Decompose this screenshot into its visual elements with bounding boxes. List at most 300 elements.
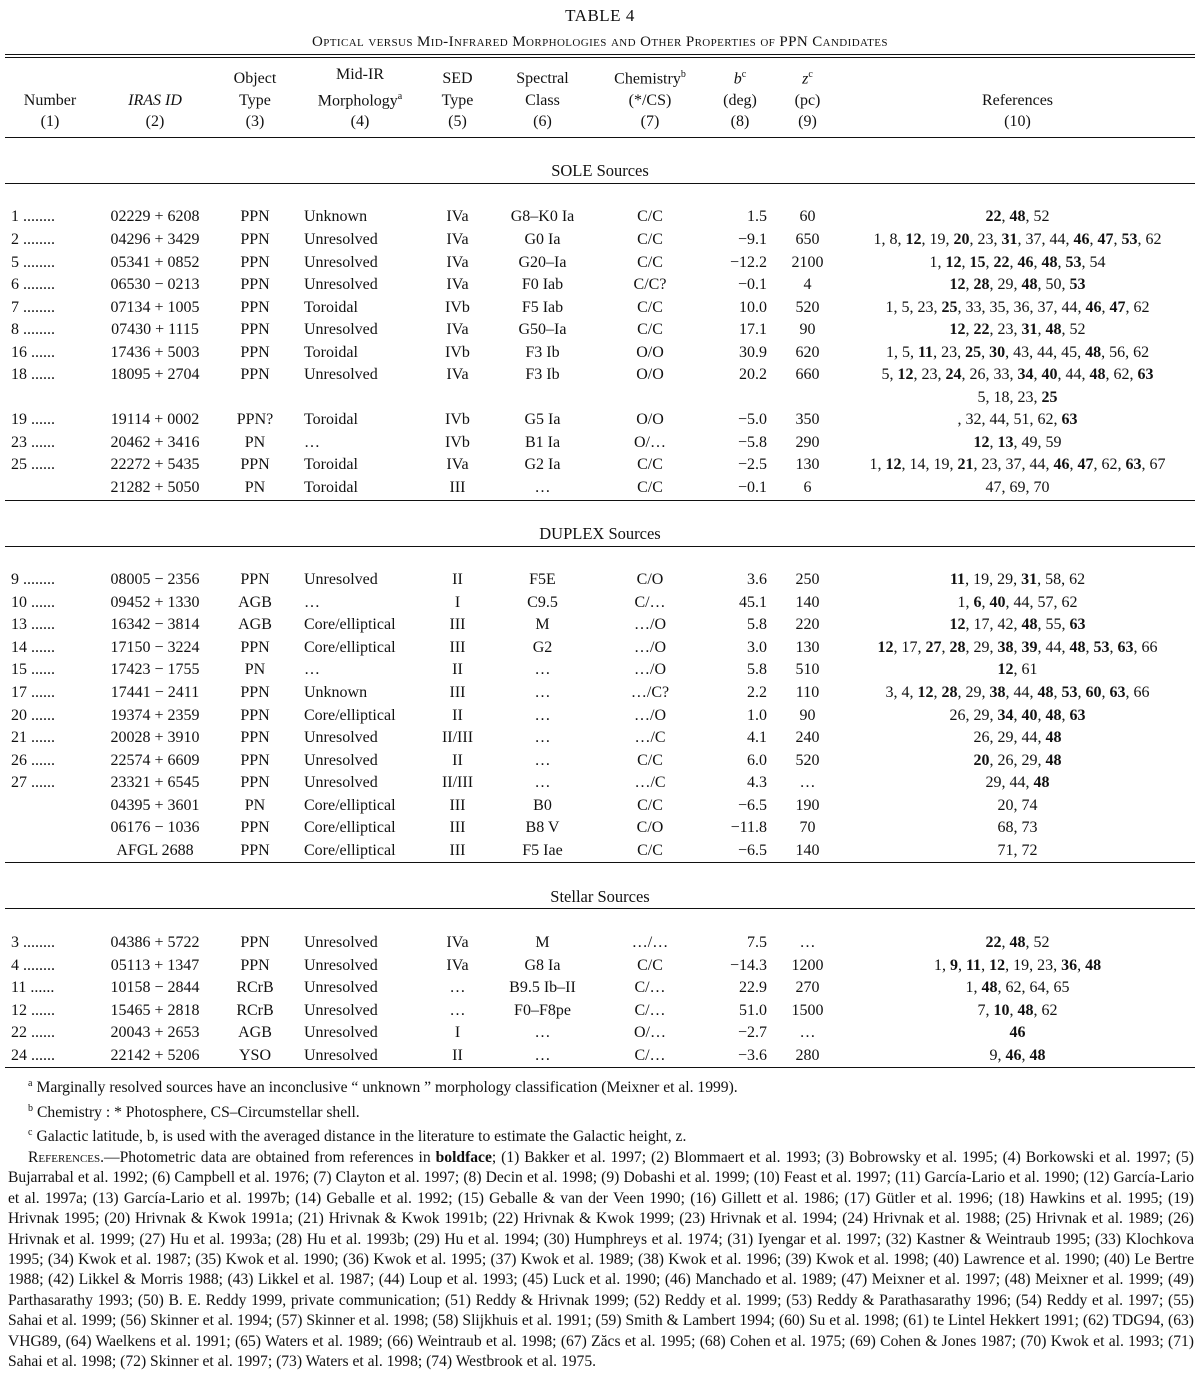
cell-height: 130	[795, 456, 820, 474]
cell-spectral-class: …	[534, 729, 551, 747]
cell-iras-id: 06530 − 0213	[110, 276, 200, 294]
photometric-ref: 38	[997, 638, 1014, 656]
photometric-ref: 46	[1009, 1024, 1026, 1042]
cell-references	[840, 817, 1195, 840]
cell-number: 18 ......	[11, 366, 55, 384]
cell-latitude	[705, 387, 775, 410]
section-rule	[5, 137, 1195, 160]
cell-object-type: PPN	[240, 683, 270, 701]
cell-morphology: Unresolved	[304, 253, 378, 271]
ref-text: , 56, 62	[1101, 343, 1150, 361]
cell-sed-type	[425, 387, 490, 410]
ref-text: ,	[1013, 638, 1022, 656]
ref-text: ,	[1037, 706, 1046, 724]
photometric-ref: 25	[965, 343, 982, 361]
cell-iras-id: 16342 − 3814	[110, 616, 200, 634]
ref-text: , 32, 44, 51, 62,	[957, 411, 1062, 429]
ref-text: 5,	[881, 366, 898, 384]
cell-chemistry: C/…	[634, 593, 666, 611]
table-row	[5, 955, 1195, 978]
ref-text: 5, 18, 23,	[977, 388, 1042, 406]
cell-chemistry: C/C	[637, 751, 663, 769]
table-row	[5, 206, 1195, 229]
ref-text: , 19,	[921, 231, 954, 249]
ref-text: , 55,	[1037, 616, 1070, 634]
photometric-ref: 53	[1069, 276, 1086, 294]
table-row	[5, 252, 1195, 275]
photometric-ref: 63	[1109, 683, 1126, 701]
cell-height: 140	[795, 593, 820, 611]
cell-iras-id: 19374 + 2359	[110, 706, 200, 724]
cell-iras-id: 04296 + 3429	[110, 231, 200, 249]
cell-sed-type: III	[449, 616, 466, 634]
cell-latitude: −0.1	[737, 276, 767, 294]
cell-chemistry: O/…	[634, 433, 666, 451]
cell-chemistry: C/…	[634, 1001, 666, 1019]
col-header-chemistry: Chemistry$^b$ (*/CS) (7)	[614, 69, 686, 131]
cell-spectral-class: G50–Ia	[518, 321, 567, 339]
cell-references	[840, 1045, 1195, 1068]
cell-sed-type: I	[454, 1024, 461, 1042]
photometric-ref: 24	[945, 366, 962, 384]
cell-chemistry: O/O	[636, 366, 664, 384]
cell-references	[840, 387, 1195, 410]
cell-latitude: 20.2	[739, 366, 767, 384]
photometric-ref: 46	[1053, 456, 1070, 474]
ref-text: , 62,	[1105, 366, 1138, 384]
photometric-ref: 38	[989, 683, 1006, 701]
photometric-ref: 63	[1117, 638, 1134, 656]
cell-spectral-class: …	[534, 774, 551, 792]
table-row	[5, 682, 1195, 705]
cell-references	[840, 229, 1195, 252]
cell-latitude: 30.9	[739, 343, 767, 361]
cell-number: 23 ......	[11, 433, 55, 451]
photometric-ref: 47	[1109, 298, 1126, 316]
table-row	[5, 569, 1195, 592]
photometric-ref: 31	[1001, 231, 1018, 249]
ref-text: 1,	[869, 456, 886, 474]
cell-morphology: Toroidal	[304, 298, 358, 316]
cell-chemistry	[595, 387, 705, 410]
cell-chemistry: C/C	[637, 796, 663, 814]
photometric-ref: 9	[949, 956, 958, 974]
cell-sed-type: IVa	[446, 231, 469, 249]
cell-sed-type: II	[452, 661, 463, 679]
cell-height: 110	[795, 683, 820, 701]
section-header	[5, 160, 1195, 183]
ref-text: 68, 73	[997, 819, 1038, 837]
cell-chemistry: C/…	[634, 979, 666, 997]
ref-text: ,	[981, 343, 990, 361]
cell-references	[840, 977, 1195, 1000]
ref-text: ,	[1085, 638, 1094, 656]
photometric-ref: 48	[1029, 1046, 1046, 1064]
footnote-b: $^b$ Chemistry : * Photosphere, CS–Circumstellar shell.	[28, 1102, 360, 1122]
section-title: SOLE Sources	[551, 161, 649, 181]
col-header-spectral-class: Spectral Class (6)	[516, 70, 569, 131]
ref-text: , 66	[1125, 683, 1150, 701]
ref-text: ,	[1077, 683, 1086, 701]
cell-number: 20 ......	[11, 706, 55, 724]
cell-spectral-class: G2 Ia	[524, 456, 561, 474]
cell-references	[840, 274, 1195, 297]
cell-object-type: PN	[244, 433, 266, 451]
cell-iras-id: 20043 + 2653	[110, 1024, 200, 1042]
cell-object-type: PPN	[240, 456, 270, 474]
photometric-ref: 48	[1045, 321, 1062, 339]
cell-latitude: 10.0	[739, 298, 767, 316]
ref-text: ,	[1069, 456, 1078, 474]
cell-object-type: PPN	[240, 819, 270, 837]
col-header-height: $z^c$ (pc) (9)	[794, 69, 821, 131]
cell-latitude: −14.3	[729, 956, 767, 974]
cell-chemistry: C/…	[634, 1046, 666, 1064]
cell-morphology: …	[304, 433, 320, 451]
photometric-ref: 15	[969, 253, 986, 271]
cell-latitude: 51.0	[739, 1001, 767, 1019]
photometric-ref: 46	[1005, 1046, 1022, 1064]
ref-text: ,	[1001, 933, 1010, 951]
cell-height: 60	[799, 208, 816, 226]
cell-morphology: Unknown	[304, 208, 368, 226]
cell-number: 24 ......	[11, 1046, 55, 1064]
photometric-ref: 34	[1017, 366, 1034, 384]
cell-number: 11 ......	[11, 979, 55, 997]
ref-text: , 14, 19,	[901, 456, 958, 474]
table-row	[5, 364, 1195, 387]
ref-text: , 44,	[1005, 683, 1038, 701]
cell-iras-id: 19114 + 0002	[110, 411, 200, 429]
ref-text: , 67	[1141, 456, 1166, 474]
photometric-ref: 48	[1069, 638, 1086, 656]
photometric-ref: 63	[1069, 706, 1086, 724]
cell-sed-type: IVb	[445, 433, 470, 451]
cell-spectral-class	[490, 387, 595, 410]
ref-text: , 23,	[989, 321, 1022, 339]
cell-spectral-class: G5 Ia	[524, 411, 561, 429]
cell-spectral-class: …	[534, 683, 551, 701]
cell-height: 1200	[791, 956, 824, 974]
cell-object-type: PPN	[240, 366, 270, 384]
cell-object-type: AGB	[238, 616, 272, 634]
table-row	[5, 1022, 1195, 1045]
cell-latitude: 5.8	[747, 616, 767, 634]
photometric-ref: 48	[1045, 751, 1062, 769]
table-row	[5, 637, 1195, 660]
table-caption: Optical versus Mid-Infrared Morphologies and Other Properties of PPN Candidates	[312, 34, 888, 50]
cell-sed-type: II/III	[441, 729, 474, 747]
ref-text: 29, 44,	[985, 774, 1034, 792]
ref-text: ,	[957, 956, 966, 974]
cell-latitude: −9.1	[737, 231, 767, 249]
cell-number: 9 ........	[11, 571, 55, 589]
section-rule	[5, 909, 1195, 932]
cell-number: 5 ........	[11, 253, 55, 271]
cell-latitude: 6.0	[747, 751, 767, 769]
photometric-ref: 40	[1041, 366, 1058, 384]
ref-text: 1,	[929, 253, 946, 271]
cell-number: 16 ......	[11, 343, 55, 361]
cell-morphology: Unresolved	[304, 751, 378, 769]
cell-references	[840, 637, 1195, 660]
cell-sed-type: I	[454, 593, 461, 611]
cell-morphology: Unresolved	[304, 956, 378, 974]
cell-references	[840, 795, 1195, 818]
photometric-ref: 12	[905, 231, 922, 249]
photometric-ref: 53	[1121, 231, 1138, 249]
cell-iras-id: 15465 + 2818	[110, 1001, 200, 1019]
photometric-ref: 22	[993, 253, 1010, 271]
cell-latitude: 17.1	[739, 321, 767, 339]
photometric-ref: 48	[1017, 1001, 1034, 1019]
cell-chemistry: C/C	[637, 456, 663, 474]
cell-references	[840, 705, 1195, 728]
photometric-ref: 48	[1085, 343, 1102, 361]
photometric-ref: 25	[1041, 388, 1058, 406]
col-header-morphology: Mid-IR Morphology$^a$ (4)	[317, 66, 403, 131]
cell-references	[840, 592, 1195, 615]
ref-text: , 54	[1081, 253, 1106, 271]
cell-number: 10 ......	[11, 593, 55, 611]
table-row	[5, 932, 1195, 955]
photometric-ref: 11	[917, 343, 934, 361]
cell-iras-id: 02229 + 6208	[110, 208, 200, 226]
table-row	[5, 409, 1195, 432]
section-title: Stellar Sources	[550, 886, 650, 906]
ref-text: ,	[1009, 253, 1018, 271]
ref-text: , 62,	[1093, 456, 1126, 474]
cell-spectral-class: M	[535, 933, 550, 951]
ref-text: , 44,	[1037, 638, 1070, 656]
cell-sed-type: IVa	[446, 208, 469, 226]
ref-text: ,	[985, 253, 994, 271]
cell-spectral-class: G0 Ia	[524, 231, 561, 249]
ref-text: ,	[1009, 1001, 1018, 1019]
ref-text: ,	[941, 638, 950, 656]
photometric-ref: 12	[949, 276, 966, 294]
cell-iras-id: 05113 + 1347	[110, 956, 200, 974]
cell-morphology: Unresolved	[304, 276, 378, 294]
cell-object-type: PPN	[240, 298, 270, 316]
col-header-object-type: Object Type (3)	[233, 70, 277, 131]
table-row	[5, 1000, 1195, 1023]
cell-references	[840, 1000, 1195, 1023]
ref-text: , 61	[1013, 661, 1038, 679]
cell-sed-type: II	[452, 571, 463, 589]
cell-object-type: PPN	[240, 208, 270, 226]
cell-morphology: Unresolved	[304, 321, 378, 339]
cell-number	[5, 817, 95, 840]
cell-spectral-class: F3 Ib	[525, 343, 560, 361]
col-header-number: Number (1)	[23, 91, 77, 131]
ref-text: ,	[933, 683, 942, 701]
cell-iras-id: 22574 + 6609	[110, 751, 200, 769]
cell-latitude: 4.1	[747, 729, 767, 747]
photometric-ref: 25	[941, 298, 958, 316]
cell-sed-type: II	[452, 751, 463, 769]
cell-height: 2100	[791, 253, 824, 271]
ref-text: ,	[1061, 706, 1070, 724]
cell-number: 3 ........	[11, 933, 55, 951]
cell-height	[775, 387, 840, 410]
cell-latitude: 4.3	[747, 774, 767, 792]
cell-number: 12 ......	[11, 1001, 55, 1019]
cell-morphology	[295, 387, 425, 410]
cell-sed-type: III	[449, 796, 466, 814]
cell-height: 90	[799, 321, 816, 339]
col-header-references: References (10)	[981, 91, 1054, 131]
cell-height: 650	[795, 231, 820, 249]
photometric-ref: 22	[985, 208, 1002, 226]
cell-morphology: Core/elliptical	[304, 706, 396, 724]
cell-spectral-class: B0	[533, 796, 552, 814]
cell-iras-id: 07430 + 1115	[111, 321, 199, 339]
ref-text: ,	[1057, 253, 1066, 271]
cell-object-type: PPN	[240, 774, 270, 792]
cell-spectral-class: G20–Ia	[518, 253, 567, 271]
cell-iras-id: 08005 − 2356	[110, 571, 200, 589]
cell-number: 7 ........	[11, 298, 55, 316]
photometric-ref: 12	[973, 433, 990, 451]
photometric-ref: 12	[917, 683, 934, 701]
photometric-ref: 48	[1041, 253, 1058, 271]
cell-object-type: PPN	[240, 751, 270, 769]
ref-text: ,	[965, 321, 974, 339]
cell-iras-id: 04395 + 3601	[110, 796, 200, 814]
ref-text: , 62	[1137, 231, 1162, 249]
cell-height: 290	[795, 433, 820, 451]
cell-references	[840, 252, 1195, 275]
cell-sed-type: III	[449, 819, 466, 837]
cell-spectral-class: F5 Iae	[522, 841, 563, 859]
photometric-ref: 30	[989, 343, 1006, 361]
cell-references	[840, 840, 1195, 863]
photometric-ref: 40	[989, 593, 1006, 611]
cell-latitude: 2.2	[747, 683, 767, 701]
cell-references	[840, 364, 1195, 387]
cell-height: 510	[795, 661, 820, 679]
photometric-ref: 48	[981, 979, 998, 997]
table-row	[5, 705, 1195, 728]
cell-height: 1500	[791, 1001, 824, 1019]
cell-object-type: PPN	[240, 933, 270, 951]
cell-number: 22 ......	[11, 1024, 55, 1042]
ref-text: , 62	[1125, 298, 1150, 316]
photometric-ref: 12	[945, 253, 962, 271]
cell-chemistry: C/C	[637, 841, 663, 859]
cell-iras-id: 18095 + 2704	[110, 366, 200, 384]
ref-text: 1, 8,	[873, 231, 906, 249]
ref-text: , 52	[1025, 208, 1050, 226]
cell-chemistry: C/C	[637, 321, 663, 339]
cell-height: 660	[795, 366, 820, 384]
cell-number: 14 ......	[11, 638, 55, 656]
cell-sed-type: III	[449, 841, 466, 859]
table-header-row	[5, 58, 1195, 137]
cell-sed-type: …	[449, 979, 466, 997]
cell-latitude: 3.6	[747, 571, 767, 589]
photometric-ref: 22	[973, 321, 990, 339]
ref-text: 7,	[977, 1001, 994, 1019]
cell-chemistry: O/O	[636, 343, 664, 361]
table-row	[5, 477, 1195, 500]
photometric-ref: 11	[949, 571, 966, 589]
cell-chemistry: C/O	[636, 571, 664, 589]
cell-morphology: Unresolved	[304, 729, 378, 747]
cell-number	[5, 840, 95, 863]
cell-iras-id: 22272 + 5435	[110, 456, 200, 474]
photometric-ref: 31	[1021, 571, 1038, 589]
ref-text: , 19, 23,	[1005, 956, 1062, 974]
cell-chemistry: C/O	[636, 819, 664, 837]
cell-references	[840, 454, 1195, 477]
photometric-ref: 48	[1089, 366, 1106, 384]
cell-references	[840, 727, 1195, 750]
cell-sed-type: IVa	[446, 933, 469, 951]
ref-text: , 23, 37, 44,	[973, 456, 1054, 474]
photometric-ref: 34	[997, 706, 1014, 724]
cell-latitude: −0.1	[737, 479, 767, 497]
table-row	[5, 659, 1195, 682]
ref-text: , 62	[1033, 1001, 1058, 1019]
cell-number: 8 ........	[11, 321, 55, 339]
photometric-ref: 12	[949, 616, 966, 634]
cell-object-type: PPN	[240, 638, 270, 656]
ref-text: ,	[961, 253, 970, 271]
cell-height: 190	[795, 796, 820, 814]
cell-spectral-class: F5 Iab	[521, 298, 564, 316]
photometric-ref: 27	[925, 638, 942, 656]
ref-text: , 44, 57, 62	[1005, 593, 1078, 611]
cell-height: 70	[799, 819, 816, 837]
cell-latitude: 5.8	[747, 661, 767, 679]
cell-sed-type: IVb	[445, 343, 470, 361]
photometric-ref: 12	[949, 321, 966, 339]
ref-text: ,	[1033, 366, 1042, 384]
cell-latitude: 7.5	[747, 933, 767, 951]
cell-morphology: Unresolved	[304, 1046, 378, 1064]
section-rule	[5, 183, 1195, 206]
cell-chemistry: C/C	[637, 208, 663, 226]
cell-height: 220	[795, 616, 820, 634]
table-row	[5, 750, 1195, 773]
cell-object-type: PPN	[240, 231, 270, 249]
cell-height: 90	[799, 706, 816, 724]
cell-spectral-class: B9.5 Ib–II	[509, 979, 576, 997]
photometric-ref: 53	[1093, 638, 1110, 656]
section-rule	[5, 546, 1195, 569]
ref-text: 9,	[989, 1046, 1006, 1064]
table-row	[5, 614, 1195, 637]
photometric-ref: 12	[897, 366, 914, 384]
cell-latitude: −6.5	[737, 841, 767, 859]
cell-spectral-class: G2	[532, 638, 553, 656]
cell-chemistry: C/C	[637, 479, 663, 497]
ref-text: , 17, 42,	[965, 616, 1022, 634]
cell-height: 250	[795, 571, 820, 589]
cell-height: …	[799, 933, 816, 951]
photometric-ref: 47	[1097, 231, 1114, 249]
ref-text: 20, 74	[997, 796, 1038, 814]
table-row	[5, 795, 1195, 818]
ref-text: , 29,	[989, 276, 1022, 294]
cell-number	[5, 477, 95, 500]
table-row	[5, 772, 1195, 795]
cell-latitude: 1.0	[747, 706, 767, 724]
cell-iras-id: 17436 + 5003	[110, 343, 200, 361]
cell-number: 13 ......	[11, 616, 55, 634]
